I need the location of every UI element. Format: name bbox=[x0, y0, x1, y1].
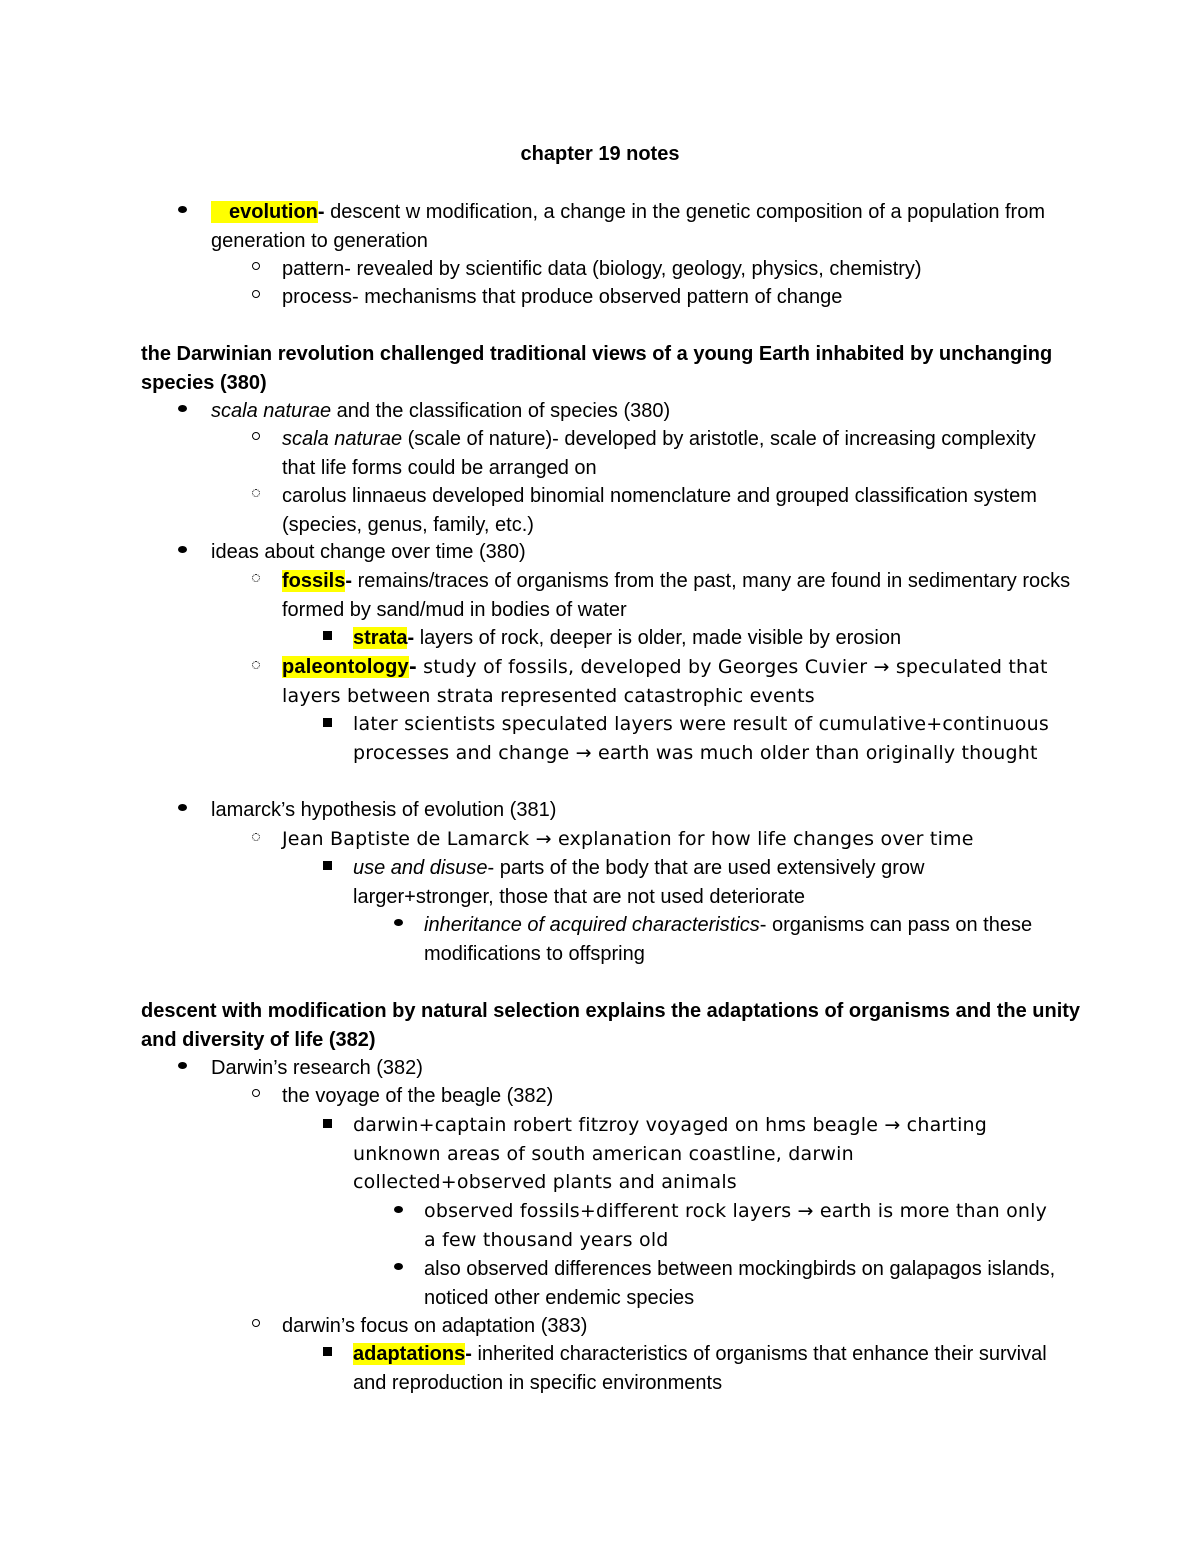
observed-fossils-text: observed fossils+different rock layers → earth is more than only a few thousand years old bbox=[424, 1200, 1048, 1251]
bullet-dot-icon bbox=[173, 1054, 191, 1083]
pattern-text: pattern- revealed by scientific data (biology, geology, physics, chemistry) bbox=[282, 258, 922, 280]
process-text: process- mechanisms that produce observed pattern of change bbox=[282, 286, 843, 308]
list-item-fitzroy bbox=[353, 1111, 1053, 1197]
list-item-paleontology bbox=[282, 653, 1072, 710]
term-dash: - bbox=[345, 570, 353, 592]
use-disuse-italic: use and disuse bbox=[353, 857, 488, 879]
list-item-evolution bbox=[211, 198, 1061, 255]
bullet-ring-dotted-icon bbox=[247, 567, 265, 596]
voyage-text: the voyage of the beagle (382) bbox=[282, 1085, 554, 1107]
bullet-ring-icon bbox=[247, 283, 265, 312]
list-item-scala bbox=[211, 397, 1061, 426]
bullet-square-icon bbox=[318, 854, 336, 883]
bullet-ring-icon bbox=[247, 1312, 265, 1341]
paleontology-definition: study of fossils, developed by Georges Cuvier → speculated that layers between strata represented catastrophic events bbox=[282, 656, 1048, 707]
list-item-lamarck bbox=[211, 796, 1061, 825]
bullet-square-icon bbox=[318, 1111, 336, 1140]
ideas-text: ideas about change over time (380) bbox=[211, 541, 526, 563]
list-item-lamarck-sub bbox=[282, 825, 1072, 854]
term-strata: strata bbox=[353, 627, 408, 649]
bullet-square-icon bbox=[318, 710, 336, 739]
bullet-dot-icon bbox=[173, 796, 191, 825]
list-item-later-scientists bbox=[353, 710, 1053, 767]
list-item-research bbox=[211, 1054, 1061, 1083]
mockingbirds-text: also observed differences between mockingbirds on galapagos islands, noticed other endemic species bbox=[424, 1258, 1056, 1309]
term-dash: - bbox=[317, 201, 325, 223]
list-item-ideas bbox=[211, 538, 1061, 567]
inheritance-rest: - organisms can pass on these modifications to offspring bbox=[424, 914, 1033, 965]
term-adaptations: adaptations bbox=[353, 1343, 466, 1365]
scala-italic: scala naturae bbox=[211, 400, 332, 422]
bullet-dot-icon bbox=[389, 1197, 407, 1226]
list-item-fossils bbox=[282, 567, 1072, 624]
bullet-ring-icon bbox=[247, 255, 265, 284]
list-item-process bbox=[282, 283, 1072, 312]
later-text: later scientists speculated layers were result of cumulative+continuous processes and change → earth was much older than originally thought bbox=[353, 713, 1049, 764]
fitzroy-text: darwin+captain robert fitzroy voyaged on hms beagle → charting unknown areas of south american coastline, darwin collected+observed plants and animals bbox=[353, 1114, 988, 1193]
list-item-voyage bbox=[282, 1082, 1072, 1111]
term-dash: - bbox=[407, 627, 415, 649]
lamarck-text: lamarck’s hypothesis of evolution (381) bbox=[211, 799, 557, 821]
use-disuse-rest: - parts of the body that are used extensively grow larger+stronger, those that are not used deteriorate bbox=[353, 857, 925, 908]
list-item-use-disuse bbox=[353, 854, 1053, 911]
bullet-dot-icon bbox=[389, 911, 407, 940]
scala-sub-italic: scala naturae bbox=[282, 428, 403, 450]
term-paleontology: paleontology bbox=[282, 656, 409, 678]
term-dash: - bbox=[465, 1343, 472, 1365]
adaptations-definition: inherited characteristics of organisms that enhance their survival and reproduction in specific environments bbox=[353, 1343, 1047, 1394]
list-item-pattern bbox=[282, 255, 1072, 284]
list-item-strata bbox=[353, 624, 1053, 653]
bullet-dot-icon bbox=[389, 1255, 407, 1284]
research-text: Darwin’s research (382) bbox=[211, 1057, 423, 1079]
bullet-ring-dotted-icon bbox=[247, 482, 265, 511]
list-item-observed-fossils bbox=[424, 1197, 1064, 1254]
term-evolution: evolution bbox=[211, 201, 318, 223]
bullet-ring-icon bbox=[247, 1082, 265, 1111]
page-title: chapter 19 notes bbox=[520, 143, 680, 165]
list-item-linnaeus bbox=[282, 482, 1072, 539]
evolution-definition: descent w modification, a change in the genetic composition of a population from generation to generation bbox=[211, 201, 1045, 252]
fossils-definition: remains/traces of organisms from the past, many are found in sedimentary rocks formed by sand/mud in bodies of water bbox=[282, 570, 1071, 621]
scala-sub-rest: (scale of nature)- developed by aristotle, scale of increasing complexity that life forms could be arranged on bbox=[282, 428, 1036, 479]
section-heading-darwinian: the Darwinian revolution challenged traditional views of a young Earth inhabited by unchanging species (380) bbox=[141, 343, 1053, 394]
bullet-dot-icon bbox=[173, 198, 191, 227]
scala-rest: and the classification of species (380) bbox=[331, 400, 671, 422]
bullet-square-icon bbox=[318, 624, 336, 653]
list-item-inheritance bbox=[424, 911, 1064, 968]
bullet-ring-dotted-icon bbox=[247, 825, 265, 854]
bullet-square-icon bbox=[318, 1340, 336, 1369]
list-item-scala-sub bbox=[282, 425, 1072, 482]
term-dash: - bbox=[408, 656, 417, 678]
inheritance-italic: inheritance of acquired characteristics bbox=[424, 914, 760, 936]
bullet-dot-icon bbox=[173, 397, 191, 426]
term-fossils: fossils bbox=[282, 570, 346, 592]
list-item-mockingbirds bbox=[424, 1255, 1064, 1312]
list-item-focus bbox=[282, 1312, 1072, 1341]
linnaeus-text: carolus linnaeus developed binomial nomenclature and grouped classification system (species, genus, family, etc.) bbox=[282, 485, 1037, 536]
bullet-ring-icon bbox=[247, 425, 265, 454]
focus-text: darwin’s focus on adaptation (383) bbox=[282, 1315, 588, 1337]
bullet-ring-dotted-icon bbox=[247, 653, 265, 682]
bullet-dot-icon bbox=[173, 538, 191, 567]
list-item-adaptations bbox=[353, 1340, 1053, 1397]
strata-definition: layers of rock, deeper is older, made visible by erosion bbox=[414, 627, 902, 649]
lamarck-sub-text: Jean Baptiste de Lamarck → explanation for how life changes over time bbox=[282, 828, 974, 850]
section-heading-descent: descent with modification by natural selection explains the adaptations of organisms and the unity and diversity of life (382) bbox=[141, 1000, 1081, 1051]
